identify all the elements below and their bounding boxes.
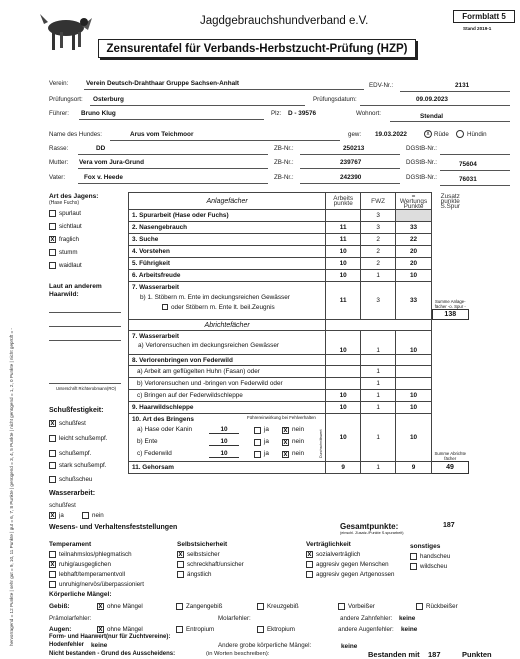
checkbox[interactable] <box>254 451 261 458</box>
r10-item-value: 10 <box>209 426 239 434</box>
nicht-bestanden-label: Nicht bestanden - Grund des Ausscheidens: <box>49 651 176 657</box>
arbeit-cell: 11 <box>326 282 361 320</box>
augen-other-label: andere Augenfehler: <box>338 626 394 633</box>
checkbox-checked[interactable]: x <box>50 561 55 568</box>
option-label: schußscheu <box>59 476 93 484</box>
checkbox[interactable] <box>49 435 56 442</box>
wert-cell: 20 <box>396 258 432 270</box>
checkbox-checked[interactable]: x <box>50 420 55 427</box>
bestanden-label: Bestanden mit <box>368 650 420 659</box>
checkbox-checked[interactable]: x <box>283 427 288 434</box>
ort-value: Osterburg <box>93 96 124 103</box>
vater-label: Vater: <box>49 174 66 181</box>
fwz-cell: 1 <box>361 331 396 355</box>
summe-abricht-label: Summe Abrichte fächer <box>434 451 467 461</box>
option-label: wildscheu <box>420 563 448 571</box>
option-label: Rückbeißer <box>426 603 458 611</box>
option-label: ruhig/ausgeglichen <box>59 561 111 569</box>
checkbox[interactable] <box>257 626 264 633</box>
w7a-sub: a) Verlorensuchen im deckungsreichen Gewässer <box>138 342 280 349</box>
row-label: 1. Spurarbeit (Hase oder Fuchs) <box>129 210 326 222</box>
table-row <box>129 234 469 246</box>
option-label: waidlaut <box>59 262 82 270</box>
wert-cell: 10 <box>396 270 432 282</box>
abricht-header: Abrichtefächer <box>129 320 326 331</box>
gebiss-label: Gebiß: <box>49 603 70 610</box>
schuss-option-stark[interactable] <box>49 462 106 469</box>
checkbox[interactable] <box>49 571 56 578</box>
edv-value: 2131 <box>455 82 470 89</box>
temperament-title: Temperament <box>49 541 92 548</box>
wasser-title: Wasserarbeit: <box>49 490 96 497</box>
arbeit-cell: 11 <box>326 222 361 234</box>
vert-option[interactable] <box>306 561 389 568</box>
datum-label: Prüfungsdatum: <box>313 96 357 103</box>
row-label: 4. Vorstehen <box>129 246 326 258</box>
molar-label: Molarfehler: <box>218 615 251 622</box>
arbeit-cell: 11 <box>326 234 361 246</box>
temp-option[interactable] <box>49 571 125 578</box>
checkbox[interactable] <box>49 551 56 558</box>
option-label: spurlaut <box>59 210 82 218</box>
nein-label: nein <box>292 426 305 433</box>
row-label: 3. Suche <box>129 234 326 246</box>
row-label: 5. Führigkeit <box>129 258 326 270</box>
option-label: selbstsicher <box>187 551 220 559</box>
fwz-cell: 2 <box>361 234 396 246</box>
schuss-option-scheu[interactable] <box>49 476 92 483</box>
r10-title: 10. Art des Bringens <box>132 416 194 423</box>
option-label: Entropium <box>186 626 215 634</box>
vater-dgstb-value: 76031 <box>459 176 477 183</box>
table-row <box>129 222 469 234</box>
anlage-table <box>128 192 469 474</box>
summe-anlage-value: 138 <box>432 309 468 320</box>
checkbox-checked[interactable]: x <box>98 603 103 610</box>
jagen-title: Art des Jagens: <box>49 193 99 200</box>
col-wert: = Wertungs Punkte <box>396 193 432 210</box>
checkbox[interactable] <box>177 571 184 578</box>
plz-label: Plz: <box>271 110 282 117</box>
wert-cell: 10 <box>396 390 432 402</box>
table-row <box>129 331 469 355</box>
temp-option[interactable] <box>49 581 144 588</box>
sonst-option[interactable] <box>410 553 450 560</box>
fwz-cell: 1 <box>361 390 396 402</box>
r10-item-label: c) Federwild <box>137 450 172 457</box>
r8-c: c) Bringen auf der Federwildschleppe <box>129 390 326 402</box>
r10-fehl: Führereinwirkung bei Fehlverhalten <box>247 415 316 420</box>
jagen-option-waidlaut[interactable] <box>49 262 82 269</box>
checkbox[interactable] <box>338 603 345 610</box>
grob-label: Andere grobe körperliche Mängel: <box>218 642 312 649</box>
fwz-cell: 1 <box>361 402 396 414</box>
vert-title: Verträglichkeit <box>306 541 351 548</box>
option-label: ängstlich <box>187 571 212 579</box>
option-label: handscheu <box>420 553 451 561</box>
checkbox-checked[interactable]: x <box>307 551 312 558</box>
arbeit-cell <box>326 210 361 222</box>
r8-title: 8. Verlorenbringen von Federwild <box>129 355 326 366</box>
checkbox-checked[interactable]: x <box>283 439 288 446</box>
table-row <box>129 414 469 462</box>
zb-label: ZB-Nr.: <box>274 145 294 152</box>
table-row <box>129 246 469 258</box>
r10-item <box>137 450 317 459</box>
option-label: schreckhaft/unsicher <box>187 561 244 569</box>
checkbox[interactable] <box>82 512 89 519</box>
augen-option[interactable] <box>97 626 143 633</box>
wert-cell <box>396 210 432 222</box>
fuehrer-value: Bruno Klug <box>81 110 116 117</box>
augen-option[interactable] <box>176 626 214 633</box>
r8-b: b) Verlorensuchen und -bringen von Federwild oder <box>129 378 326 390</box>
arbeit-cell: 10 <box>326 331 361 355</box>
option-label: aggresiv gegen Artgenossen <box>316 571 395 579</box>
ja-label: ja <box>264 426 269 433</box>
r10-item <box>137 438 317 447</box>
koerper-title: Körperliche Mängel: <box>49 591 112 598</box>
huendin-label: Hündin <box>467 131 487 138</box>
checkbox[interactable] <box>176 626 183 633</box>
col-fwz: FWZ <box>361 193 396 210</box>
wert-cell: 20 <box>396 246 432 258</box>
checkbox[interactable] <box>257 603 264 610</box>
option-label: schußempf. <box>59 450 92 458</box>
row-label: 2. Nasengebrauch <box>129 222 326 234</box>
w7a-title: 7. Wasserarbeit <box>132 333 180 340</box>
option-label: Ektropium <box>267 626 295 634</box>
checkbox-checked[interactable]: x <box>50 512 55 519</box>
option-label: stark schußempf. <box>59 462 107 470</box>
hund-label: Name des Hundes: <box>49 131 102 138</box>
arbeit-cell: 10 <box>326 414 361 462</box>
plz-value: D - 39576 <box>288 110 317 117</box>
fwz-cell: 1 <box>361 270 396 282</box>
table-row <box>129 462 469 474</box>
rasse-value: DD <box>96 145 106 152</box>
row-label: 6. Arbeitsfreude <box>129 270 326 282</box>
gesamt-value: 187 <box>443 522 455 529</box>
r10-item-value: 10 <box>209 450 239 458</box>
nein-label: nein <box>292 450 305 457</box>
table-row <box>129 270 469 282</box>
checkbox[interactable] <box>410 553 417 560</box>
unterschrift-label: Unterschrift Richterobmann(RO) <box>55 386 117 391</box>
gebiss-option[interactable] <box>416 603 458 610</box>
wert-cell: 10 <box>396 402 432 414</box>
gebiss-option[interactable] <box>257 603 299 610</box>
checkbox[interactable] <box>49 223 56 230</box>
page-title: Zensurentafel für Verbands-Herbstzucht-Prüfung (HZP) <box>98 39 416 58</box>
fwz-cell: 1 <box>361 462 396 474</box>
checkbox-checked[interactable]: x <box>50 236 55 243</box>
huendin-checkbox[interactable] <box>456 130 464 138</box>
table-row <box>129 366 469 378</box>
nicht-bestanden-sub: (in Worten beschreiben): <box>206 651 270 657</box>
form-number: Formblatt 5 <box>453 10 515 23</box>
table-row <box>129 258 469 270</box>
wert-cell: 9 <box>396 462 432 474</box>
selbst-option[interactable] <box>177 551 220 558</box>
mutter-zb-value: 239767 <box>340 159 362 166</box>
checkbox[interactable] <box>162 304 168 310</box>
checkbox[interactable] <box>49 581 56 588</box>
grob-value: keine <box>341 643 358 650</box>
option-label: lebhaft/temperamentvoll <box>59 571 126 579</box>
augen-option[interactable] <box>257 626 295 633</box>
vater-zb-label: ZB-Nr.: <box>274 174 294 181</box>
fwz-cell: 3 <box>361 222 396 234</box>
checkbox[interactable] <box>49 450 56 457</box>
sonst-option[interactable] <box>410 563 447 570</box>
option-label: schußfest <box>59 420 86 428</box>
option-label: sozialverträglich <box>316 551 361 559</box>
schuss-option-leicht[interactable] <box>49 435 108 442</box>
table-row <box>129 282 469 320</box>
ja-label: ja <box>264 438 269 445</box>
checkbox[interactable] <box>254 439 261 446</box>
zahn-label: andere Zahnfehler: <box>340 615 393 622</box>
rasse-label: Rasse: <box>49 145 69 152</box>
r11-label: 11. Gehorsam <box>129 462 326 474</box>
option-label: Kreuzgebiß <box>267 603 299 611</box>
selbst-title: Selbstsicherheit <box>177 541 228 548</box>
ort-label: Prüfungsort: <box>49 96 83 103</box>
hoden-value: keine <box>91 642 108 649</box>
wert-cell: 10 <box>396 331 432 355</box>
form-label: Form- und Haarwert(nur für Zuchtvereine): <box>49 634 171 640</box>
checkbox[interactable] <box>306 561 313 568</box>
zusatz-cell <box>432 210 469 222</box>
arbeit-cell: 10 <box>326 402 361 414</box>
punkten-label: Punkten <box>462 650 492 659</box>
gebiss-option[interactable] <box>97 603 143 610</box>
temp-option[interactable] <box>49 561 111 568</box>
mutter-value: Vera vom Jura-Grund <box>79 159 144 166</box>
col-arbeit: Arbeits punkte <box>326 193 361 210</box>
option-label: Vorbeißer <box>348 603 375 611</box>
arbeit-cell: 10 <box>326 390 361 402</box>
checkbox[interactable] <box>49 262 56 269</box>
col-fach: Anlagefächer <box>129 193 326 210</box>
mutter-label-text: Mutter: <box>49 159 69 166</box>
ruede-label: Rüde <box>434 131 449 138</box>
jagen-option-fraglich[interactable] <box>49 236 79 243</box>
r9-label: 9. Haarwildschleppe <box>129 402 326 414</box>
checkbox[interactable] <box>49 462 56 469</box>
checkbox[interactable] <box>177 561 184 568</box>
arbeit-cell: 10 <box>326 258 361 270</box>
checkbox-checked[interactable]: x <box>98 626 103 633</box>
wert-cell: 10 <box>396 414 432 462</box>
table-row <box>129 378 469 390</box>
col-zusatz: Zusatz punkte S.Spur <box>440 192 461 210</box>
mutter-zb-label: ZB-Nr.: <box>274 159 294 166</box>
r10-item <box>137 426 317 435</box>
jagen-subtitle: (Hase Fuchs) <box>49 200 80 206</box>
jgv-logo <box>34 8 94 54</box>
option-label: Zangengebiß <box>186 603 223 611</box>
checkbox-checked[interactable]: x <box>283 451 288 458</box>
checkbox[interactable] <box>176 603 183 610</box>
fwz-cell: 3 <box>361 282 396 320</box>
checkbox[interactable] <box>306 571 313 578</box>
r10-item-value: 10 <box>209 438 239 446</box>
option-label: aggresiv gegen Menschen <box>316 561 389 569</box>
fwz-cell: 1 <box>361 378 396 390</box>
augen-label: Augen: <box>49 626 72 633</box>
option-label: stumm <box>59 249 78 257</box>
nein-label: nein <box>292 438 305 445</box>
wohnort-label: Wohnort: <box>356 110 381 117</box>
r10-vertical-label: Durchschnittswert <box>319 429 323 458</box>
arbeit-cell: 9 <box>326 462 361 474</box>
option-label: sichtlaut <box>59 223 82 231</box>
checkbox[interactable] <box>49 476 56 483</box>
wasser-subtitle: schußfest <box>49 502 76 509</box>
gebiss-option[interactable] <box>338 603 375 610</box>
option-label: nein <box>92 512 104 520</box>
form-stand: Stand 2019-1 <box>463 26 492 31</box>
gew-label: gew: <box>348 131 362 138</box>
gebiss-option[interactable] <box>176 603 222 610</box>
praemolar-label: Prämolarfehler: <box>49 615 92 622</box>
wasser7-title: 7. Wasserarbeit <box>132 284 180 291</box>
wasser7-cell <box>129 282 326 320</box>
bestanden-value: 187 <box>428 650 441 659</box>
temp-option[interactable] <box>49 551 132 558</box>
table-row <box>129 355 469 366</box>
wasser7-b1: b) 1. Stöbern m. Ente im deckungsreichen Gewässer <box>140 294 290 301</box>
r10-cell <box>129 414 326 462</box>
vert-option[interactable] <box>306 571 394 578</box>
selbst-option[interactable] <box>177 571 211 578</box>
fwz-cell: 2 <box>361 258 396 270</box>
gesamt-label: Gesamtpunkte: <box>340 522 399 531</box>
laut-title: Laut an anderem Haarwild: <box>49 283 102 298</box>
vater-dgstb-label: DGStB-Nr.: <box>406 174 437 181</box>
r10-item-label: b) Ente <box>137 438 158 445</box>
gew-value: 19.03.2022 <box>375 131 407 138</box>
org-name: Jagdgebrauchshundverband e.V. <box>200 15 369 27</box>
schuss-title: Schußfestigkeit: <box>49 407 104 414</box>
edv-label: EDV-Nr.: <box>369 82 394 89</box>
arbeit-cell: 10 <box>326 270 361 282</box>
fwz-cell: 1 <box>361 366 396 378</box>
mutter-dgstb-label: DGStB-Nr.: <box>406 159 437 166</box>
table-row <box>129 390 469 402</box>
summe-anlage-label: Summe Anlage- fächer -o. Spur - <box>434 298 466 309</box>
wert-cell: 33 <box>396 282 432 320</box>
vater-zb-value: 242390 <box>340 174 362 181</box>
fwz-cell: 2 <box>361 246 396 258</box>
side-scale-text: hervorragend = 12 Punkte | sehr gut = 9, 10, 11 Punkte | gut = 6, 7, 8 Punkte | genügend = 3, 4, 5 Punkte | nicht genügend = 1, 2, 0 Punkte | nicht geprüft = - <box>9 328 14 646</box>
zahn-value: keine <box>399 615 416 622</box>
option-label: ohne Mängel <box>107 603 143 611</box>
verein-label: Verein: <box>49 80 69 87</box>
ja-label: ja <box>264 450 269 457</box>
option-label: ohne Mängel <box>107 626 143 634</box>
checkbox[interactable] <box>49 249 56 256</box>
vater-value: Fox v. Heede <box>84 174 123 181</box>
option-label: unruhig/nervös/überpassioniert <box>59 581 144 589</box>
checkbox[interactable] <box>49 210 56 217</box>
wesen-title: Wesens- und Verhaltensfeststellungen <box>49 524 178 531</box>
sonst-title: sonstiges <box>410 543 441 550</box>
selbst-option[interactable] <box>177 561 244 568</box>
r10-item-label: a) Hase oder Kanin <box>137 426 193 433</box>
wasser-ja[interactable] <box>49 512 64 519</box>
wasser7-b2: oder Stöbern m. Ente lt. beil.Zeugnis <box>171 304 275 311</box>
verein-value: Verein Deutsch-Drahthaar Gruppe Sachsen-Anhalt <box>86 80 240 87</box>
option-label: ja <box>59 512 64 520</box>
ruede-checkbox[interactable]: x <box>424 130 432 138</box>
zb-value: 250213 <box>343 145 365 152</box>
gesamt-sub: (einschl. Zusatz-/Punkte S.spurarbeit) <box>340 531 404 535</box>
jagen-option-spurlaut[interactable] <box>49 210 81 217</box>
schuss-option-empf[interactable] <box>49 450 91 457</box>
summe-abricht-value: 49 <box>432 462 469 474</box>
wert-cell: 33 <box>396 222 432 234</box>
wasser7-b2-row <box>162 304 322 311</box>
fwz-cell: 1 <box>361 414 396 462</box>
option-label: leicht schußempf. <box>59 435 108 443</box>
jagen-option-sichtlaut[interactable] <box>49 223 82 230</box>
table-row <box>129 210 469 222</box>
vert-option[interactable] <box>306 551 360 558</box>
option-label: fraglich <box>59 236 79 244</box>
wasser-nein[interactable] <box>82 512 104 519</box>
checkbox[interactable] <box>410 563 417 570</box>
mutter-dgstb-value: 75604 <box>459 161 477 168</box>
checkbox-checked[interactable]: x <box>178 551 183 558</box>
hoden-label: Hodenfehler <box>49 642 85 648</box>
fuehrer-label: Führer: <box>49 110 69 117</box>
augen-other-value: keine <box>401 626 418 633</box>
arbeit-cell: 10 <box>326 246 361 258</box>
jagen-option-stumm[interactable] <box>49 249 78 256</box>
schuss-option-schussfest[interactable] <box>49 420 86 427</box>
checkbox[interactable] <box>416 603 423 610</box>
wert-cell: 22 <box>396 234 432 246</box>
checkbox[interactable] <box>254 427 261 434</box>
table-row <box>129 402 469 414</box>
r8-a: a) Arbeit am geflügelten Huhn (Fasan) oder <box>129 366 326 378</box>
datum-value: 09.09.2023 <box>416 96 448 103</box>
hund-value: Arus vom Teichmoor <box>130 131 194 138</box>
fwz-cell: 3 <box>361 210 396 222</box>
wohnort-value: Stendal <box>420 113 444 120</box>
dgstb-label: DGStB-Nr.: <box>406 145 437 152</box>
option-label: teilnahmslos/phlegmatisch <box>59 551 132 559</box>
